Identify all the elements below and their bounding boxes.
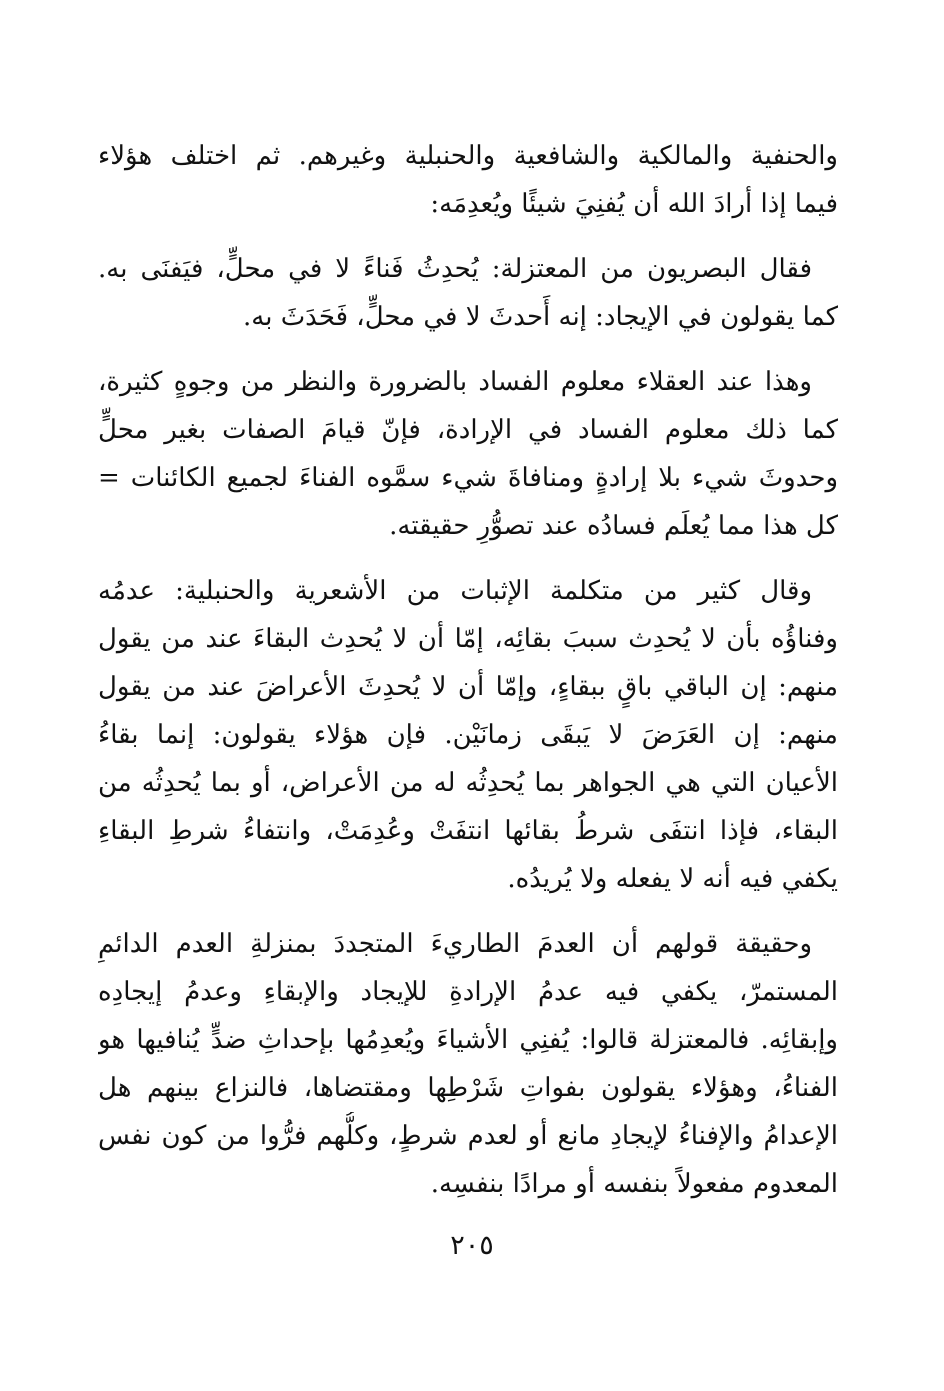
text-line: وقال كثير من متكلمة الإثبات من الأشعرية والحنبلية: عدمُه xyxy=(98,576,812,606)
text-line: كما ذلك معلوم الفساد في الإرادة، فإنّ قيامَ الصفات بغير محلٍّ xyxy=(98,415,838,445)
text-line: كما يقولون في الإيجاد: إنه أَحدثَ لا في محلٍّ، فَحَدَثَ به. xyxy=(243,302,838,332)
text-line: يكفي فيه أنه لا يفعله ولا يُريدُه. xyxy=(507,864,838,894)
text-line: وحدوثَ شيء بلا إرادةٍ ومنافاةَ شيء سمَّوه الفناءَ لجميع الكائنات = xyxy=(98,463,838,493)
paragraph-2 xyxy=(98,245,838,341)
text-line: فقال البصريون من المعتزلة: يُحدِثُ فَناءً لا في محلٍّ، فيَفنَى به. xyxy=(98,254,812,284)
paragraph-3 xyxy=(98,358,838,550)
text-line: الإعدامُ والإفناءُ لإيجادِ مانع أو لعدم شرطٍ، وكلُّهم فرُّوا من كون نفس xyxy=(98,1121,838,1151)
page-body xyxy=(98,132,838,1225)
text-line: المعدوم مفعولاً بنفسه أو مرادًا بنفسِه. xyxy=(430,1169,838,1199)
text-line: فيما إذا أرادَ الله أن يُفنِيَ شيئًا ويُعدِمَه: xyxy=(430,189,838,219)
text-line: الأعيان التي هي الجواهر بما يُحدِثُه له من الأعراض، أو بما يُحدِثُه من xyxy=(98,768,838,798)
text-line: المستمرّ، يكفي فيه عدمُ الإرادةِ للإيجاد والإبقاءِ وعدمُ إيجادِه xyxy=(98,977,838,1007)
text-line: وإبقائِه. فالمعتزلة قالوا: يُفنِي الأشياءَ ويُعدِمُها بإحداثِ ضدٍّ يُنافيها هو xyxy=(98,1025,838,1055)
text-line: وفناؤُه بأن لا يُحدِث سببَ بقائِه، إمّا أن لا يُحدِث البقاءَ عند من يقول xyxy=(98,624,838,654)
text-line: والحنفية والمالكية والشافعية والحنبلية وغيرهم. ثم اختلف هؤلاء xyxy=(98,141,838,171)
text-line: وحقيقة قولهم أن العدمَ الطاريءَ المتجددَ بمنزلةِ العدم الدائمِ xyxy=(98,929,812,959)
text-line: الفناءُ، وهؤلاء يقولون بفواتِ شَرْطِها ومقتضاها، فالنزاع بينهم هل xyxy=(98,1073,838,1103)
paragraph-5 xyxy=(98,920,838,1208)
paragraph-1 xyxy=(98,132,838,228)
text-line: وهذا عند العقلاء معلوم الفساد بالضرورة والنظر من وجوهٍ كثيرة، xyxy=(98,367,812,397)
text-line: منهم: إن الباقي باقٍ ببقاءٍ، وإمّا أن لا يُحدِثَ الأعراضَ عند من يقول xyxy=(98,672,838,702)
text-line: منهم: إن العَرَضَ لا يَبقَى زمانَيْن. فإن هؤلاء يقولون: إنما بقاءُ xyxy=(98,720,838,750)
page-number: ٢٠٥ xyxy=(450,1230,494,1261)
text-line: البقاء، فإذا انتفَى شرطُ بقائها انتفَتْ وعُدِمَتْ، وانتفاءُ شرطِ البقاءِ xyxy=(98,816,838,846)
text-line: كل هذا مما يُعلَم فسادُه عند تصوُّرِ حقيقته. xyxy=(389,511,838,541)
paragraph-4 xyxy=(98,567,838,903)
